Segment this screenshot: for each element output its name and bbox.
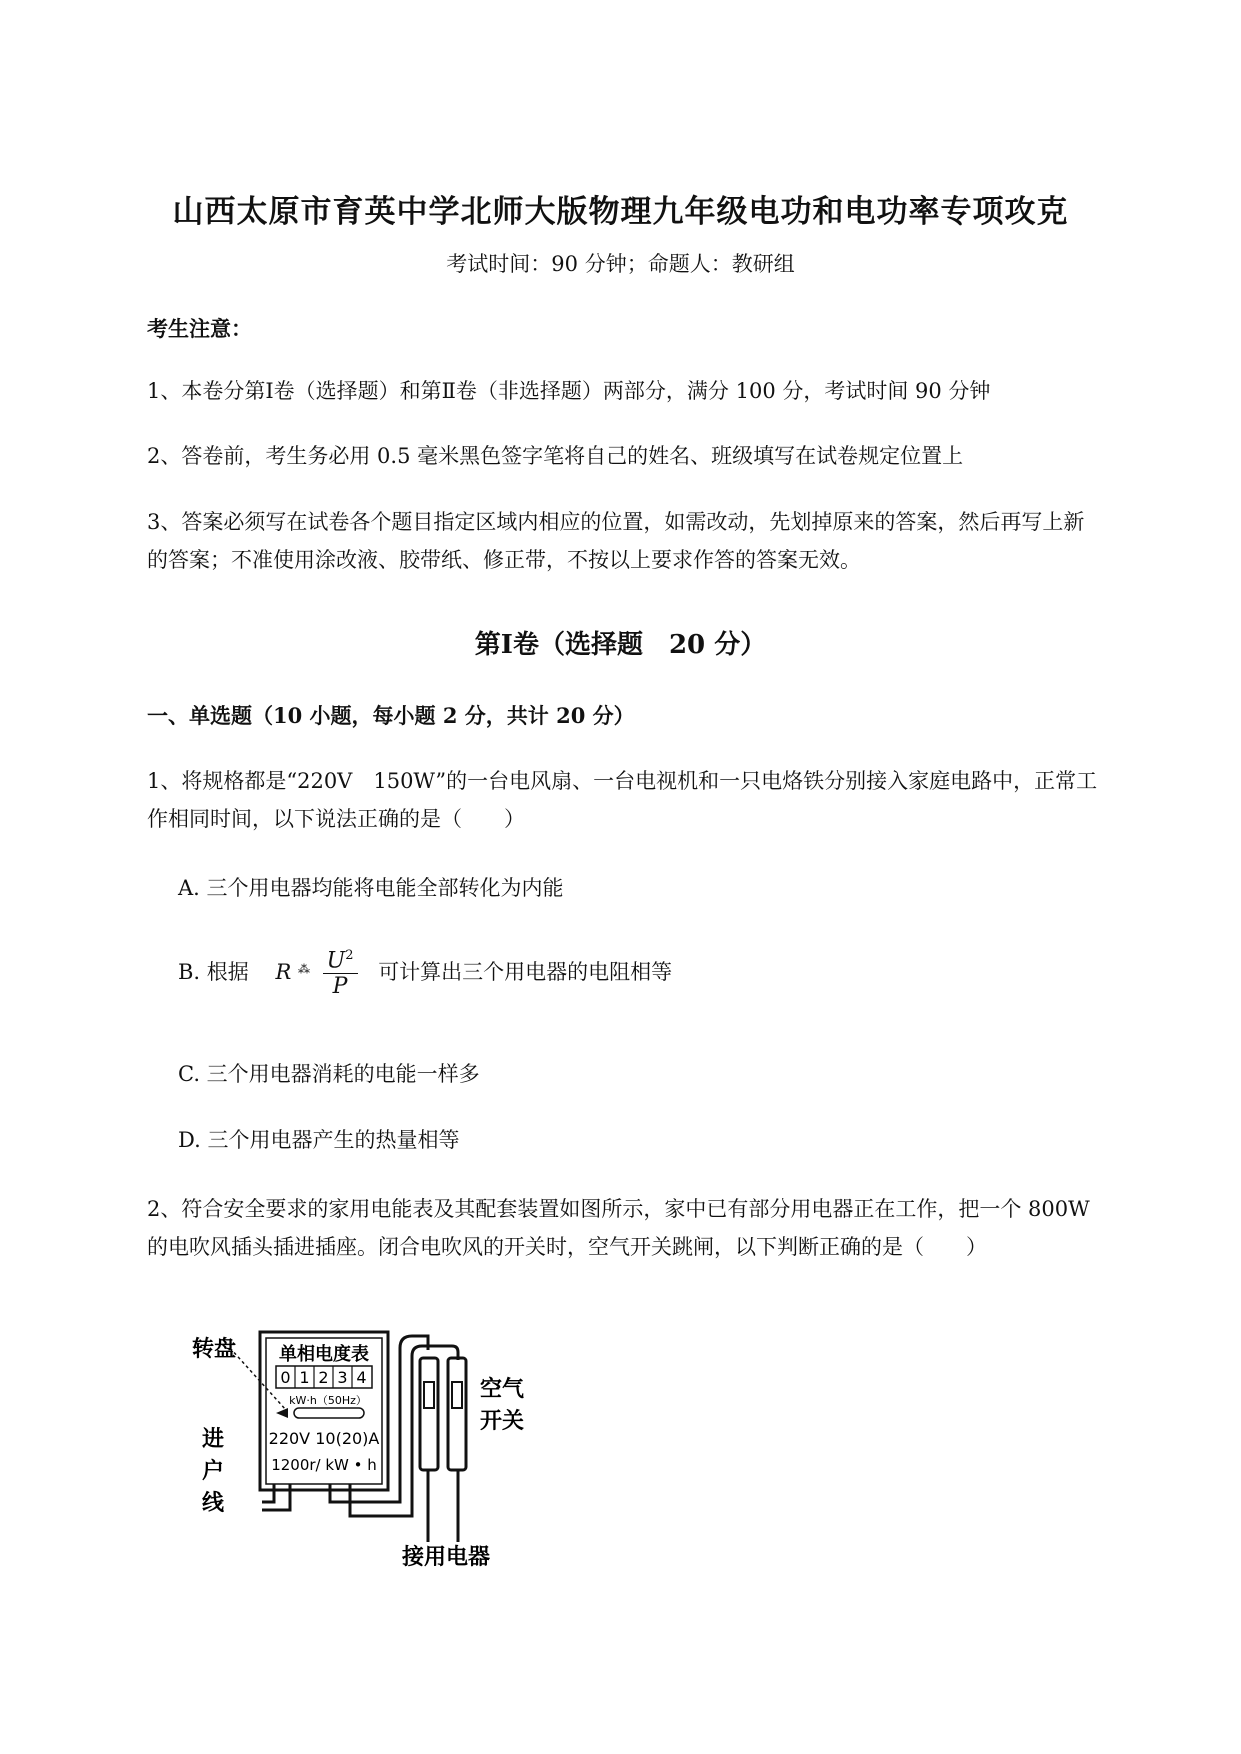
label-incoming-3: 线: [202, 1491, 225, 1516]
formula-r: R: [275, 960, 292, 985]
dial-arrow: [276, 1408, 288, 1418]
q2-stem-line1: 2、符合安全要求的家用电能表及其配套装置如图所示，家中已有部分用电器正在工作，把一个 800W: [147, 1197, 1090, 1221]
notice-item-2: 2、答卷前，考生务必用 0.5 毫米黑色签字笔将自己的姓名、班级填写在试卷规定位置上: [147, 444, 964, 468]
digit-4: 4: [356, 1368, 367, 1387]
air-switch-1-lever: [424, 1382, 434, 1408]
label-switch-2: 开关: [480, 1409, 525, 1434]
meter-rating: 220V 10(20)A: [268, 1429, 380, 1448]
exam-title: 山西太原市育英中学北师大版物理九年级电功和电功率专项攻克: [172, 194, 1069, 230]
formula-denominator: P: [332, 974, 348, 1000]
air-switch-1: [420, 1358, 438, 1470]
formula-exponent: 2: [345, 948, 354, 963]
meter-title: 单相电度表: [279, 1344, 369, 1365]
notice-item-3-cont: 的答案；不准使用涂改液、胶带纸、修正带，不按以上要求作答的答案无效。: [147, 548, 861, 572]
q1-stem-line2: 作相同时间，以下说法正确的是（ ）: [147, 807, 525, 831]
q2-stem-line2: 的电吹风插头插进插座。闭合电吹风的开关时，空气开关跳闸，以下判断正确的是（ ）: [147, 1235, 987, 1259]
q1-option-b: [178, 948, 672, 999]
q1-stem-line1: 1、将规格都是“220V 150W”的一台电风扇、一台电视机和一只电烙铁分别接入家庭电路中，正常工: [147, 769, 1098, 793]
formula-glyph: ⁂: [297, 962, 310, 977]
section-title: 第Ⅰ卷（选择题 20 分）: [474, 630, 767, 660]
digit-1: 1: [299, 1368, 310, 1387]
digit-0: 0: [280, 1368, 291, 1387]
formula-fraction: [323, 948, 358, 999]
part-heading: 一、单选题（10 小题，每小题 2 分，共计 20 分）: [147, 703, 635, 728]
formula-u: U: [326, 948, 346, 974]
label-appliance: 接用电器: [402, 1545, 491, 1570]
notice-item-3: 3、答案必须写在试卷各个题目指定区域内相应的位置，如需改动，先划掉原来的答案，然后再写上新: [147, 510, 1085, 534]
label-switch-1: 空气: [480, 1377, 525, 1402]
notice-item-1: 1、本卷分第Ⅰ卷（选择题）和第Ⅱ卷（非选择题）两部分，满分 100 分，考试时间 90 分钟: [147, 379, 991, 403]
digit-3: 3: [337, 1368, 348, 1387]
notice-heading: 考生注意：: [147, 316, 252, 341]
meter-constant: 1200r/ kW • h: [271, 1456, 377, 1474]
dial-pointer: [230, 1348, 286, 1410]
resistance-formula: [275, 948, 357, 999]
q1-option-a: A. 三个用电器均能将电能全部转化为内能: [178, 876, 564, 900]
meter-diagram: [190, 1320, 550, 1570]
q1-option-c: C. 三个用电器消耗的电能一样多: [178, 1062, 480, 1086]
incoming-wire-2: [262, 1484, 290, 1510]
label-incoming-2: 户: [202, 1459, 225, 1484]
meter-unit: kW·h（50Hz）: [289, 1394, 367, 1407]
digit-2: 2: [318, 1368, 329, 1387]
dial-window: [294, 1408, 364, 1418]
q1-option-b-suffix: 可计算出三个用电器的电阻相等: [378, 960, 673, 985]
air-switch-2: [448, 1358, 466, 1470]
q1-option-d: D. 三个用电器产生的热量相等: [178, 1128, 460, 1152]
label-dial: 转盘: [192, 1337, 237, 1362]
exam-subtitle: 考试时间：90 分钟；命题人：教研组: [446, 252, 795, 276]
q1-option-b-prefix: B. 根据: [178, 960, 249, 985]
label-incoming-1: 进: [202, 1427, 225, 1452]
formula-numerator: [323, 948, 358, 974]
air-switch-2-lever: [452, 1382, 462, 1408]
incoming-wire-1: [262, 1484, 274, 1502]
